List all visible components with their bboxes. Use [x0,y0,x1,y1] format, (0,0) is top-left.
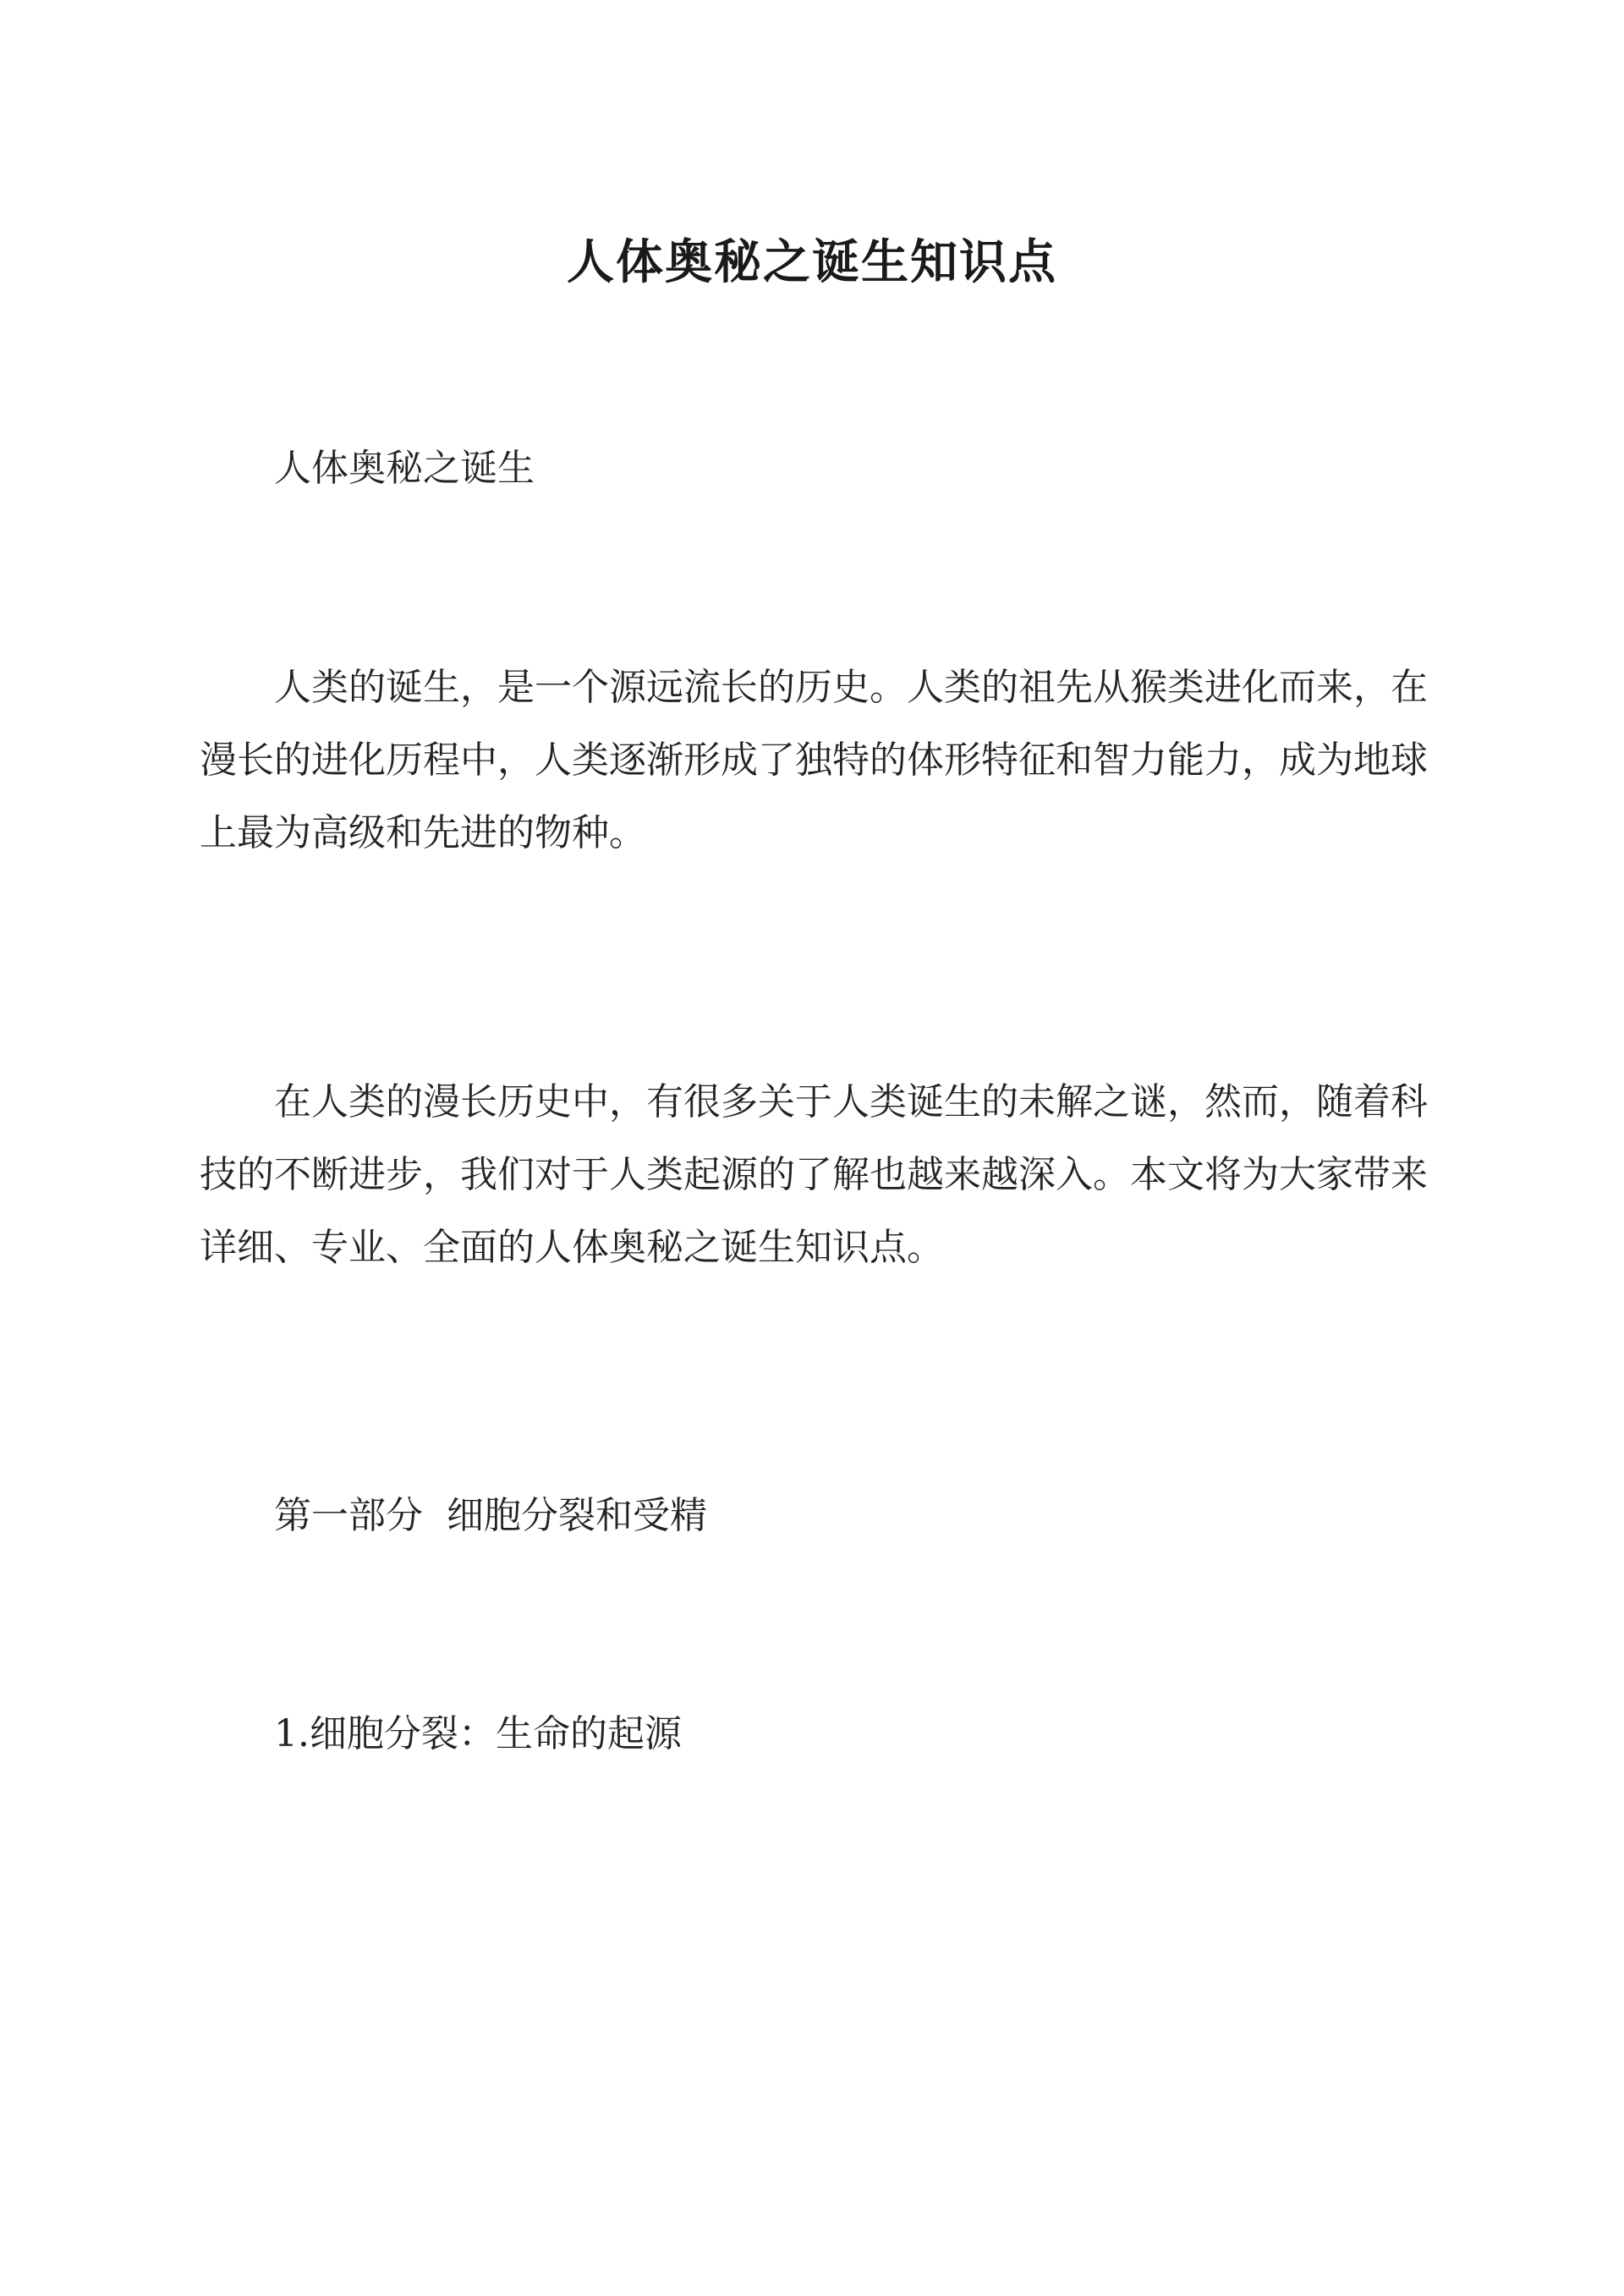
section-heading: 第一部分 细胞分裂和受精 [274,1494,707,1537]
item-heading: 1.细胞分裂：生命的起源 [274,1712,682,1755]
document-subtitle: 人体奥秘之诞生 [274,447,535,490]
paragraph-intro: 人类的诞生，是一个源远流长的历史。人类的祖先从猴类进化而来，在漫长的进化历程中，人类逐渐形成了独特的体形特征和智力能力，成为地球上最为高级和先进的物种。 [200,666,1428,854]
document-title: 人体奥秘之诞生知识点 [567,233,1057,290]
paragraph-overview: 在人类的漫长历史中，有很多关于人类诞生的未解之谜，然而，随着科技的不断进步，我们对于人类起源的了解也越来越深入。本文将为大家带来详细、专业、全面的人体奥秘之诞生知识点。 [200,1080,1428,1269]
